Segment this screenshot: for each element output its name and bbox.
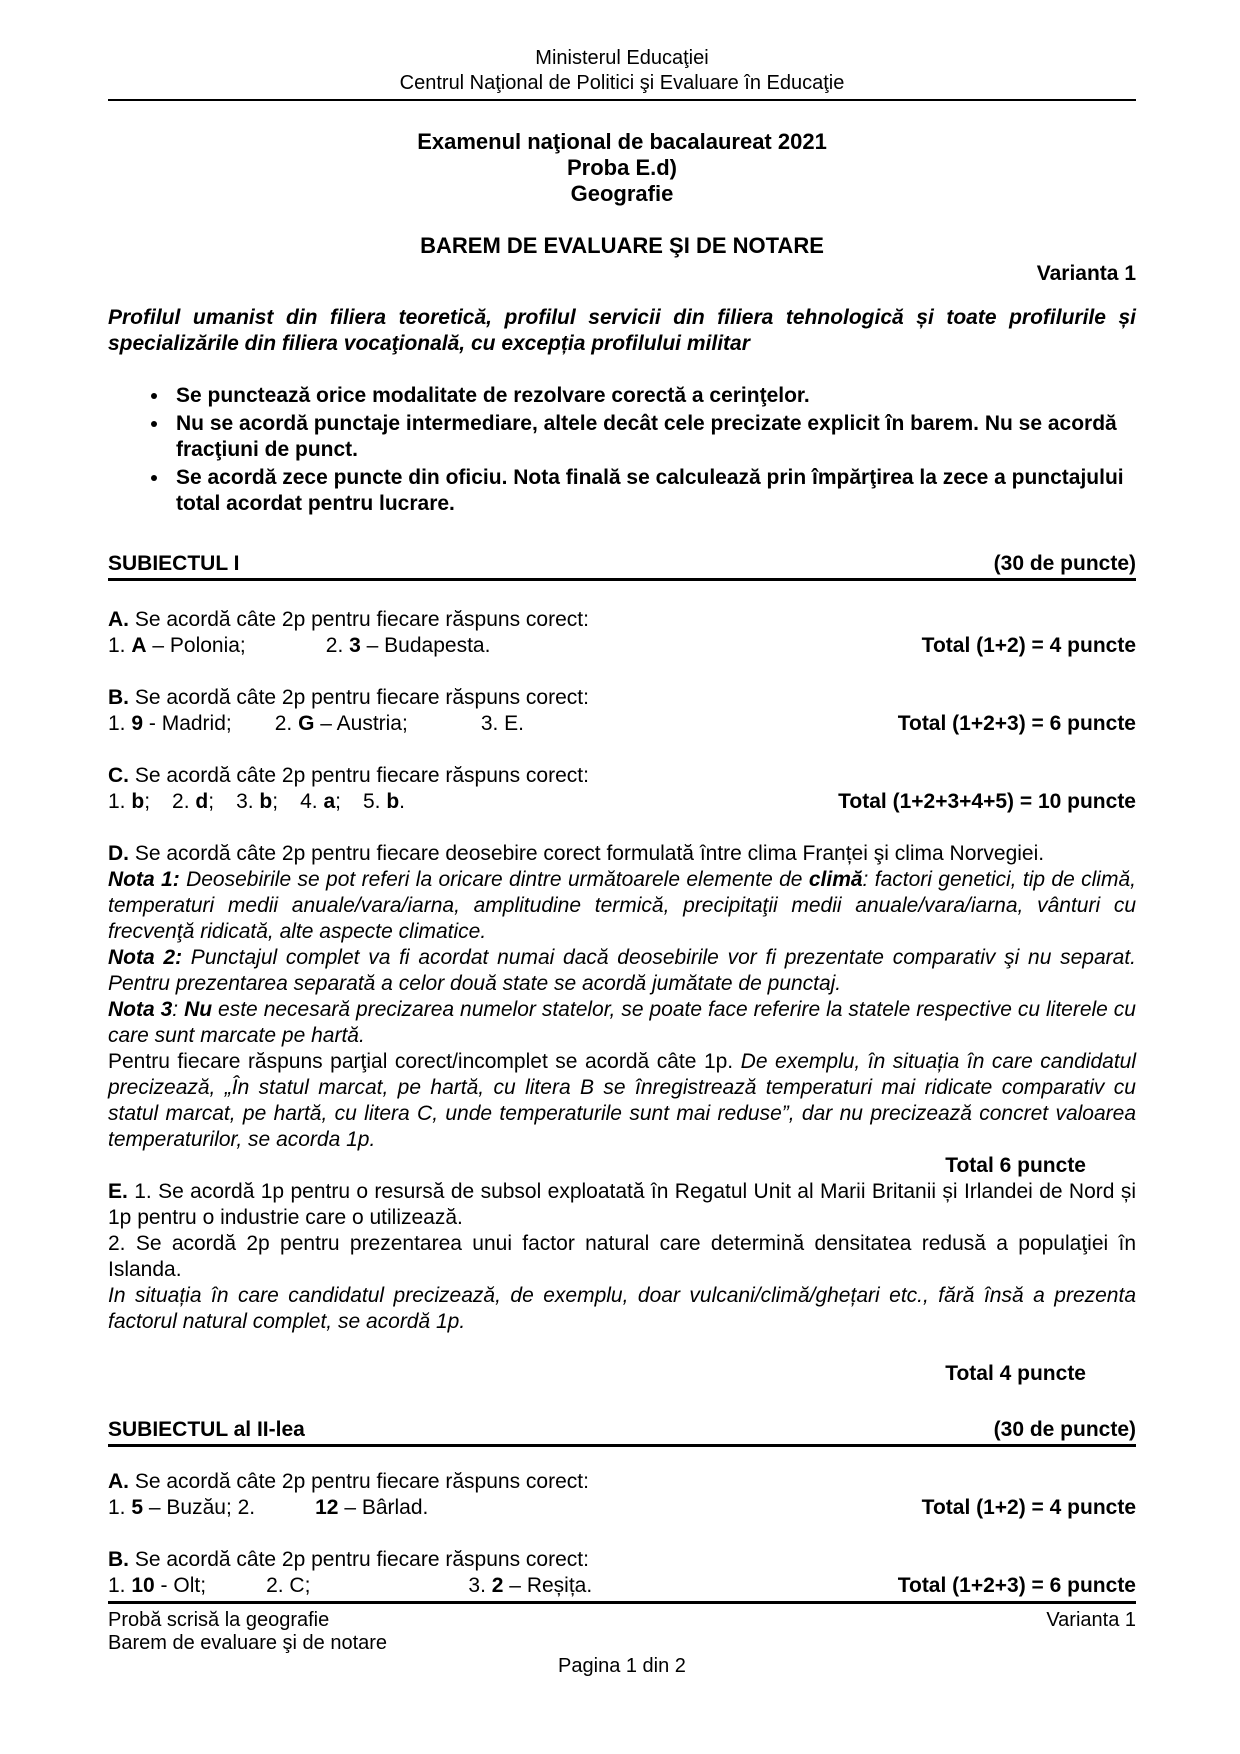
document-header <box>108 46 1136 101</box>
section1-title: SUBIECTUL I <box>108 552 240 575</box>
section2-points: (30 de puncte) <box>993 1418 1136 1441</box>
tab-gap <box>246 651 326 652</box>
text-segment: Deosebirile se pot referi la oricare dintre următoarele elemente de <box>179 868 809 891</box>
text-segment: 12 <box>315 1496 339 1519</box>
item-a-answers <box>108 633 490 659</box>
text-segment: Se acordă câte 2p pentru fiecare răspuns corect: <box>129 764 589 787</box>
text-segment: 5 <box>131 1496 144 1519</box>
tab-gap <box>341 807 363 808</box>
text-segment: 2. C; <box>266 1574 311 1597</box>
text-segment: : factori genetici, tip de climă, temperaturi medii anuale/vara/iarna, amplitudine termică, precipitaţii medii anuale/vara/iarna, vânturi cu frecvenţă ridicată, alte aspecte climatice. <box>108 868 1136 943</box>
text-segment: Pentru fiecare răspuns parţial corect/incomplet se acordă câte 1p. <box>108 1050 741 1073</box>
text-segment: . <box>399 790 406 813</box>
tab-gap <box>232 729 275 730</box>
text-segment: 1. <box>108 790 132 813</box>
item-b-total: Total (1+2+3) = 6 puncte <box>897 712 1136 735</box>
section1-heading-row <box>108 551 1136 581</box>
text-segment: 2. <box>325 634 350 657</box>
item-c-intro <box>108 763 1136 789</box>
footer-proba-label: Probă scrisă la geografie <box>108 1609 330 1631</box>
institution-line: Centrul Naţional de Politici şi Evaluare în Educaţie <box>399 72 845 94</box>
item-b2-intro <box>108 1547 1136 1573</box>
item-d-partial-note <box>108 1049 1136 1153</box>
section2-item-a <box>108 1469 1136 1521</box>
text-segment: 3. <box>236 790 260 813</box>
text-segment: 4. <box>300 790 324 813</box>
item-e-part2: 2. Se acordă 2p pentru prezentarea unui factor natural care determină densitatea redusă a populaţiei în Islanda. <box>108 1232 1136 1281</box>
text-segment: Nota 3 <box>108 998 173 1021</box>
tab-gap <box>206 1591 266 1592</box>
text-segment: - Olt; <box>154 1574 207 1597</box>
section1-item-d <box>108 841 1136 1179</box>
text-segment: b <box>131 790 145 813</box>
section1-item-a <box>108 607 1136 659</box>
rule-item: • Nu se acordă punctaje intermediare, altele decât cele precizate explicit în barem. Nu se acordă fracţiuni de punct. <box>170 411 1136 463</box>
exam-title: Examenul naţional de bacalaureat 2021 <box>417 129 827 154</box>
rule-item: • Se acordă zece puncte din oficiu. Nota finală se calculează prin împărţirea la zece a punctajului total acordat pentru lucrare. <box>170 465 1136 517</box>
footer-variant-label: Varianta 1 <box>1046 1609 1136 1631</box>
text-segment: A <box>131 634 147 657</box>
proba-title: Proba E.d) <box>566 155 677 180</box>
item-e-note <box>108 1283 1136 1335</box>
item-c-answers <box>108 789 405 815</box>
text-segment: 9 <box>131 712 144 735</box>
text-segment: – Austria; <box>314 712 408 735</box>
text-segment: 1. <box>108 1574 132 1597</box>
section2-title: SUBIECTUL al II-lea <box>108 1418 305 1441</box>
text-segment: 5. <box>362 790 387 813</box>
text-segment: 2 <box>491 1574 504 1597</box>
text-segment: ; <box>144 790 151 813</box>
item-a-answer-row <box>108 633 1136 659</box>
item-d-nota1 <box>108 867 1136 945</box>
item-d-nota3 <box>108 997 1136 1049</box>
text-segment: G <box>298 712 315 735</box>
section2-item-b <box>108 1547 1136 1599</box>
text-segment: Nu <box>184 998 213 1021</box>
text-segment: D. <box>108 842 129 865</box>
text-segment: : <box>172 998 185 1021</box>
text-segment: – Polonia; <box>146 634 246 657</box>
text-segment: 2. <box>172 790 196 813</box>
item-d-total: Total 6 puncte <box>945 1154 1086 1177</box>
tab-gap <box>278 807 300 808</box>
section1-points: (30 de puncte) <box>993 552 1136 575</box>
text-segment: Se acordă câte 2p pentru fiecare răspuns corect: <box>129 1470 589 1493</box>
item-b-intro <box>108 685 1136 711</box>
text-segment: Punctajul complet va fi acordat numai dacă deosebirile vor fi prezentate comparativ şi nu separat. Pentru prezentarea separată a celor două state se acordă jumătate de punctaj. <box>108 946 1136 995</box>
text-segment: B. <box>108 1548 129 1571</box>
text-segment: – Buzău; 2. <box>143 1496 256 1519</box>
text-segment: ; <box>272 790 279 813</box>
document-footer <box>108 1601 1136 1678</box>
tab-gap <box>255 1513 315 1514</box>
footer-row-1 <box>108 1609 1136 1632</box>
text-segment: - Madrid; <box>143 712 232 735</box>
text-segment: De exemplu, în situația în care candidatul precizează, „În statul marcat, pe hartă, cu litera B se înregistrează temperaturi mai ridicate comparativ cu statul marcat, pe hartă, cu litera C, unde temperaturile sunt mai reduse”, dar nu precizează concret valoarea temperaturilor, se acorda 1p. <box>108 1050 1137 1151</box>
section1-item-b <box>108 685 1136 737</box>
rules-list <box>108 383 1136 517</box>
text-segment: – Budapesta. <box>360 634 491 657</box>
footer-page-number: Pagina 1 din 2 <box>558 1655 686 1677</box>
variant-label: Varianta 1 <box>1036 262 1136 285</box>
item-a-intro <box>108 607 1136 633</box>
text-segment: climă <box>808 868 863 891</box>
item-b2-total: Total (1+2+3) = 6 puncte <box>897 1574 1136 1597</box>
text-segment: 10 <box>131 1574 155 1597</box>
tab-gap <box>150 807 172 808</box>
text-segment: 2. <box>274 712 299 735</box>
text-segment: 1. <box>108 712 132 735</box>
profile-note: Profilul umanist din filiera teoretică, profilul servicii din filiera tehnologică și toate profilurile și specializările din filiera vocaţională, cu excepția profilului militar <box>108 306 1136 355</box>
text-segment: A. <box>108 1470 129 1493</box>
item-e-total: Total 4 puncte <box>945 1362 1086 1385</box>
item-a2-total: Total (1+2) = 4 puncte <box>921 1496 1136 1519</box>
ministry-line: Ministerul Educaţiei <box>535 47 709 69</box>
rule-item: • Se punctează orice modalitate de rezolvare corectă a cerinţelor. <box>170 383 1136 409</box>
text-segment: b <box>386 790 400 813</box>
text-segment: ; <box>208 790 215 813</box>
item-a-total: Total (1+2) = 4 puncte <box>921 634 1136 657</box>
text-segment: – Bârlad. <box>338 1496 429 1519</box>
text-segment: B. <box>108 686 129 709</box>
text-segment: 1. <box>108 1496 132 1519</box>
tab-gap <box>310 1591 468 1592</box>
item-c-answer-row <box>108 789 1136 815</box>
barem-title: BAREM DE EVALUARE ŞI DE NOTARE <box>420 233 824 258</box>
section2-heading-row <box>108 1417 1136 1447</box>
item-d-nota2 <box>108 945 1136 997</box>
subject-title: Geografie <box>570 181 674 206</box>
section1-item-e <box>108 1179 1136 1387</box>
text-segment: b <box>259 790 273 813</box>
section1-item-c <box>108 763 1136 815</box>
text-segment: d <box>195 790 209 813</box>
text-segment: ; <box>335 790 341 813</box>
text-segment: Nota 1: <box>108 868 180 891</box>
text-segment: 3. E. <box>480 712 525 735</box>
tab-gap <box>408 729 481 730</box>
text-segment: Nota 2: <box>108 946 183 969</box>
text-segment: In situația în care candidatul precizează, de exemplu, doar vulcani/climă/ghețari etc., fără însă a prezenta factorul natural complet, se acordă 1p. <box>108 1284 1136 1333</box>
item-b2-answers <box>108 1573 592 1599</box>
text-segment: 1. Se acordă 1p pentru o resursă de subsol exploatată în Regatul Unit al Marii Britanii și Irlandei de Nord și 1p pentru o industrie care o utilizează. <box>108 1180 1136 1229</box>
item-d-paragraph <box>108 841 1136 867</box>
item-b-answer-row <box>108 711 1136 737</box>
title-block <box>108 129 1136 207</box>
text-segment: 3 <box>349 634 361 657</box>
footer-barem-label: Barem de evaluare şi de notare <box>108 1632 388 1654</box>
text-segment: A. <box>108 608 129 631</box>
text-segment: 1. <box>108 634 132 657</box>
item-b2-answer-row <box>108 1573 1136 1599</box>
item-a2-answers <box>108 1495 428 1521</box>
text-segment: a <box>323 790 336 813</box>
tab-gap <box>214 807 236 808</box>
text-segment: Se acordă câte 2p pentru fiecare deosebire corect formulată între clima Franței şi clima Norvegiei. <box>129 842 1045 865</box>
item-c-total: Total (1+2+3+4+5) = 10 puncte <box>838 790 1136 813</box>
item-e-part1 <box>108 1179 1136 1231</box>
item-a2-intro <box>108 1469 1136 1495</box>
text-segment: Se acordă câte 2p pentru fiecare răspuns corect: <box>129 1548 589 1571</box>
text-segment: Se acordă câte 2p pentru fiecare răspuns corect: <box>129 608 589 631</box>
text-segment: Se acordă câte 2p pentru fiecare răspuns corect: <box>129 686 589 709</box>
text-segment: este necesară precizarea numelor statelor, se poate face referire la statele respective cu literele cu care sunt marcate pe hartă. <box>108 998 1136 1047</box>
item-b-answers <box>108 711 524 737</box>
text-segment: C. <box>108 764 129 787</box>
text-segment: – Reșița. <box>503 1574 593 1597</box>
text-segment: 3. <box>468 1574 492 1597</box>
item-a2-answer-row <box>108 1495 1136 1521</box>
text-segment: E. <box>108 1180 128 1203</box>
